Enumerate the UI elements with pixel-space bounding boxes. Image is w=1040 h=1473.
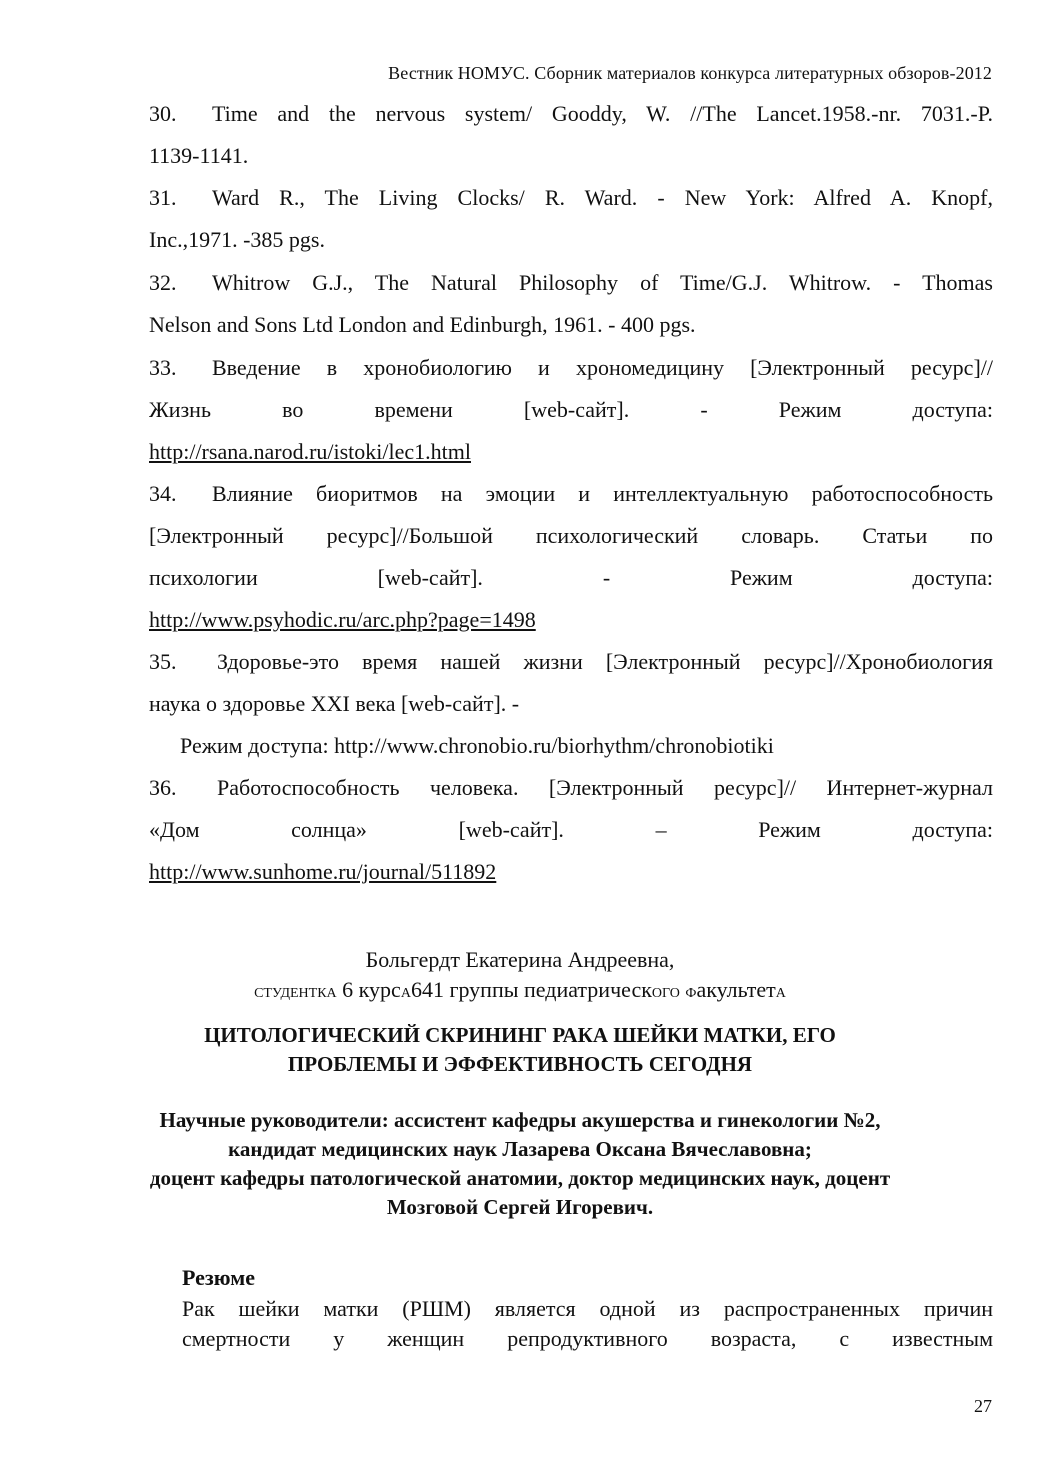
running-header: Вестник НОМУС. Сборник материалов конкурса литературных обзоров-2012 [388, 63, 992, 83]
reference-33 [149, 347, 993, 473]
reference-31 [149, 177, 993, 261]
reference-line: 35. Здоровье-это время нашей жизни [Электронный ресурс]//Хронобиология [149, 649, 993, 674]
resume-text: Рак шейки матки (РШМ) является одной из распространенных причин смертности у женщин репродуктивного возраста, с известным [182, 1296, 993, 1351]
reference-line: 31. Ward R., The Living Clocks/ R. Ward. - New York: Alfred A. Knopf, [149, 185, 993, 210]
reference-32 [149, 262, 993, 346]
reference-line: 32. Whitrow G.J., The Natural Philosophy of Time/G.J. Whitrow. - Thomas [149, 270, 993, 295]
reference-line: «Дом солнца» [web-сайт]. – Режим доступа: [149, 817, 993, 842]
reference-link[interactable]: http://www.sunhome.ru/journal/511892 [149, 859, 497, 884]
reference-30 [149, 93, 993, 177]
reference-line: психологии [web-сайт]. - Режим доступа: [149, 565, 993, 590]
reference-line: 1139-1141. [149, 143, 249, 168]
reference-line: Режим доступа: http://www.chronobio.ru/biorhythm/chronobiotiki [180, 733, 774, 758]
reference-line: Жизнь во времени [web-сайт]. - Режим доступа: [149, 397, 993, 422]
author-name: Больгердт Екатерина Андреевна, [365, 947, 675, 972]
reference-line: 33. Введение в хронобиологию и хрономедицину [Электронный ресурс]// [149, 355, 993, 380]
reference-line: Nelson and Sons Ltd London and Edinburgh, 1961. - 400 pgs. [149, 312, 696, 337]
reference-line: Inc.,1971. -385 pgs. [149, 227, 325, 252]
reference-link[interactable]: http://www.psyhodic.ru/arc.php?page=1498 [149, 607, 536, 632]
author-affiliation: СТУДЕНТКА 6 курсА641 группы педиатрическОГО ФакультетА [254, 977, 786, 1002]
reference-link[interactable]: http://rsana.narod.ru/istoki/lec1.html [149, 439, 471, 464]
advisors-block: Научные руководители: ассистент кафедры акушерства и гинекологии №2, кандидат медицинских наук Лазарева Оксана Вячеславовна; доцент кафедры патологической анатомии, доктор медицинских наук, доцент Мозговой Сергей Игоревич. [149, 1108, 891, 1219]
page-number: 27 [974, 1396, 992, 1416]
resume-heading: Резюме [182, 1265, 256, 1290]
reference-line: наука о здоровье XXI века [web-сайт]. - [149, 691, 520, 716]
reference-35 [149, 641, 993, 767]
reference-line: 36. Работоспособность человека. [Электронный ресурс]// Интернет-журнал [149, 775, 993, 800]
reference-line: 34. Влияние биоритмов на эмоции и интеллектуальную работоспособность [149, 481, 993, 506]
reference-34 [149, 473, 993, 641]
reference-line: 30. Time and the nervous system/ Gooddy, W. //The Lancet.1958.-nr. 7031.-P. [149, 101, 993, 126]
reference-36 [149, 767, 993, 893]
article-title: ЦИТОЛОГИЧЕСКИЙ СКРИНИНГ РАКА ШЕЙКИ МАТКИ, ЕГО ПРОБЛЕМЫ И ЭФФЕКТИВНОСТЬ СЕГОДНЯ [204, 1023, 836, 1076]
author-block [0, 945, 1040, 1009]
reference-line: [Электронный ресурс]//Большой психологический словарь. Статьи по [149, 523, 993, 548]
